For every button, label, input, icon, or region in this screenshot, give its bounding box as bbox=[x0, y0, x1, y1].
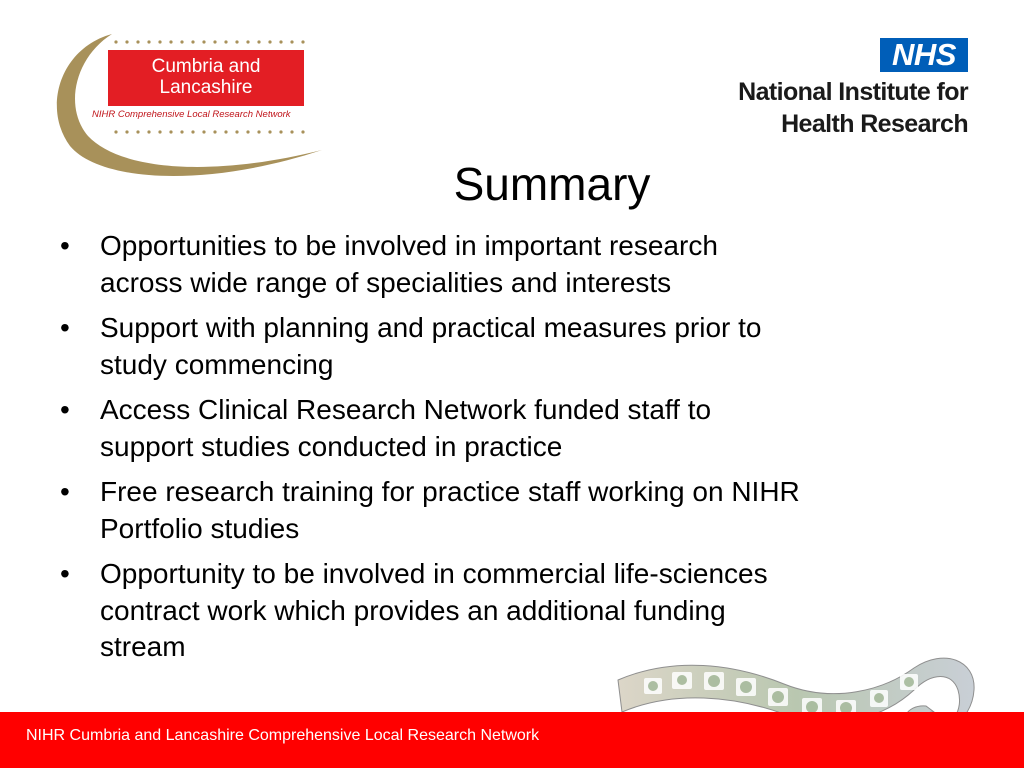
bullet-icon: • bbox=[60, 558, 70, 589]
footer-bar bbox=[0, 712, 1024, 768]
bullet-line: Support with planning and practical measures prior to bbox=[100, 312, 762, 343]
bullet-item bbox=[58, 310, 978, 383]
bullet-icon: • bbox=[60, 394, 70, 425]
bullet-line: Opportunities to be involved in important research bbox=[100, 230, 718, 261]
bullet-line: support studies conducted in practice bbox=[100, 430, 563, 462]
bullet-icon: • bbox=[60, 230, 70, 261]
nhs-logo: NHS bbox=[880, 38, 968, 72]
nihr-line2: Health Research bbox=[781, 110, 968, 138]
bullet-line: study commencing bbox=[100, 348, 334, 380]
nihr-logo-text bbox=[738, 76, 968, 140]
logo-subtitle: NIHR Comprehensive Local Research Network bbox=[92, 109, 291, 120]
network-logo bbox=[50, 28, 340, 188]
bullet-line: Portfolio studies bbox=[100, 512, 300, 544]
bullet-line: Free research training for practice staff working on NIHR bbox=[100, 476, 800, 507]
footer-text: NIHR Cumbria and Lancashire Comprehensive Local Research Network bbox=[26, 727, 540, 744]
bullet-list bbox=[58, 228, 978, 675]
bullet-line: stream bbox=[100, 631, 186, 662]
bullet-line: Access Clinical Research Network funded staff to bbox=[100, 394, 712, 425]
bullet-item bbox=[58, 392, 978, 465]
bullet-icon: • bbox=[60, 312, 70, 343]
bullet-line: across wide range of specialities and interests bbox=[100, 266, 672, 298]
logo-line2: Lancashire bbox=[159, 77, 253, 98]
nihr-line1: National Institute for bbox=[738, 78, 968, 106]
bullet-line: Opportunity to be involved in commercial life-sciences bbox=[100, 558, 768, 589]
logo-red-box bbox=[108, 50, 304, 106]
bullet-icon: • bbox=[60, 476, 70, 507]
slide-title: Summary bbox=[453, 158, 651, 210]
bullet-item bbox=[58, 228, 978, 301]
logo-line1: Cumbria and bbox=[151, 56, 261, 77]
bullet-item bbox=[58, 474, 978, 547]
bullet-line: contract work which provides an additional funding bbox=[100, 594, 726, 626]
